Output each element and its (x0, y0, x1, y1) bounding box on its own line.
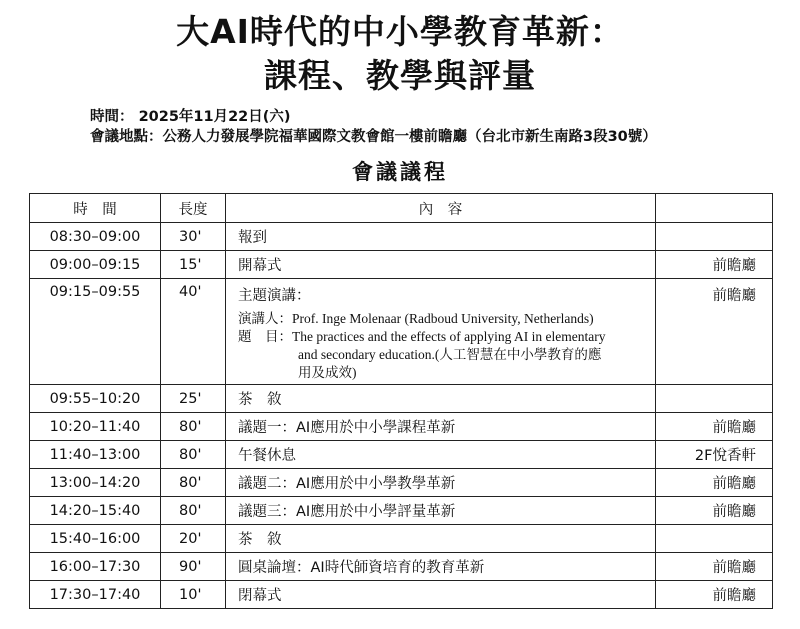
row-content: 茶 敘 (226, 525, 656, 553)
row-location: 前瞻廳 (656, 251, 773, 279)
row-location: 2F悅香軒 (656, 441, 773, 469)
row-time: 17:30–17:40 (30, 581, 161, 609)
row-time: 14:20–15:40 (30, 497, 161, 525)
table-row (30, 497, 773, 525)
row-content: 茶 敘 (226, 385, 656, 413)
row-location: 前瞻廳 (656, 497, 773, 525)
row-content: 議題二：AI應用於中小學教學革新 (226, 469, 656, 497)
topic-line-2: and secondary education.(人工智慧在中小學教育的應 (298, 347, 602, 362)
row-time: 09:15–09:55 (30, 279, 161, 385)
row-duration: 80' (161, 441, 226, 469)
row-location: 前瞻廳 (656, 469, 773, 497)
row-duration: 25' (161, 385, 226, 413)
header-time: 時 間 (30, 194, 161, 223)
row-duration: 80' (161, 497, 226, 525)
speaker-label: 演講人： (238, 311, 292, 327)
row-content: 圓桌論壇：AI時代師資培育的教育革新 (226, 553, 656, 581)
row-duration: 90' (161, 553, 226, 581)
table-row (30, 469, 773, 497)
row-time: 08:30–09:00 (30, 223, 161, 251)
row-content-keynote (226, 279, 656, 385)
table-row-keynote (30, 279, 773, 385)
row-content: 議題一：AI應用於中小學課程革新 (226, 413, 656, 441)
row-location (656, 385, 773, 413)
topic-line-1: The practices and the effects of applying AI in elementary (292, 329, 606, 344)
row-duration: 80' (161, 469, 226, 497)
row-time: 09:55–10:20 (30, 385, 161, 413)
date-info (90, 105, 291, 126)
topic-label: 題 目： (238, 329, 292, 345)
row-location: 前瞻廳 (656, 279, 773, 385)
row-duration: 40' (161, 279, 226, 385)
venue-value: 公務人力發展學院福華國際文教會館一樓前瞻廳（台北市新生南路3段30號） (162, 129, 657, 145)
row-time: 11:40–13:00 (30, 441, 161, 469)
keynote-details (238, 310, 649, 382)
row-time: 09:00–09:15 (30, 251, 161, 279)
topic-line-3: 用及成效) (298, 365, 357, 380)
row-content: 開幕式 (226, 251, 656, 279)
title-line-1: 大AI時代的中小學教育革新： (176, 12, 624, 51)
row-duration: 80' (161, 413, 226, 441)
keynote-heading: 主題演講： (238, 288, 311, 304)
table-row (30, 525, 773, 553)
row-duration: 20' (161, 525, 226, 553)
row-location (656, 525, 773, 553)
row-time: 15:40–16:00 (30, 525, 161, 553)
table-row (30, 413, 773, 441)
venue-info (90, 125, 657, 146)
row-content: 閉幕式 (226, 581, 656, 609)
title-line-2: 課程、教學與評量 (264, 56, 536, 95)
table-row (30, 553, 773, 581)
row-location (656, 223, 773, 251)
row-time: 16:00–17:30 (30, 553, 161, 581)
row-duration: 30' (161, 223, 226, 251)
row-content: 報到 (226, 223, 656, 251)
row-content: 議題三：AI應用於中小學評量革新 (226, 497, 656, 525)
row-location: 前瞻廳 (656, 553, 773, 581)
date-value: 2025年11月22日(六) (138, 109, 291, 125)
row-location: 前瞻廳 (656, 413, 773, 441)
header-duration: 長度 (161, 194, 226, 223)
row-content: 午餐休息 (226, 441, 656, 469)
row-time: 10:20–11:40 (30, 413, 161, 441)
header-content: 內 容 (226, 194, 656, 223)
table-row (30, 581, 773, 609)
agenda-title: 會議議程 (352, 160, 448, 184)
venue-label: 會議地點： (90, 129, 163, 145)
row-time: 13:00–14:20 (30, 469, 161, 497)
agenda-table (29, 193, 773, 609)
table-row (30, 385, 773, 413)
table-row (30, 441, 773, 469)
row-duration: 15' (161, 251, 226, 279)
table-row (30, 223, 773, 251)
header-location (656, 194, 773, 223)
table-row (30, 251, 773, 279)
date-label: 時間： (90, 109, 134, 125)
speaker-name: Prof. Inge Molenaar (Radboud University, Netherlands) (292, 311, 594, 326)
row-duration: 10' (161, 581, 226, 609)
row-location: 前瞻廳 (656, 581, 773, 609)
